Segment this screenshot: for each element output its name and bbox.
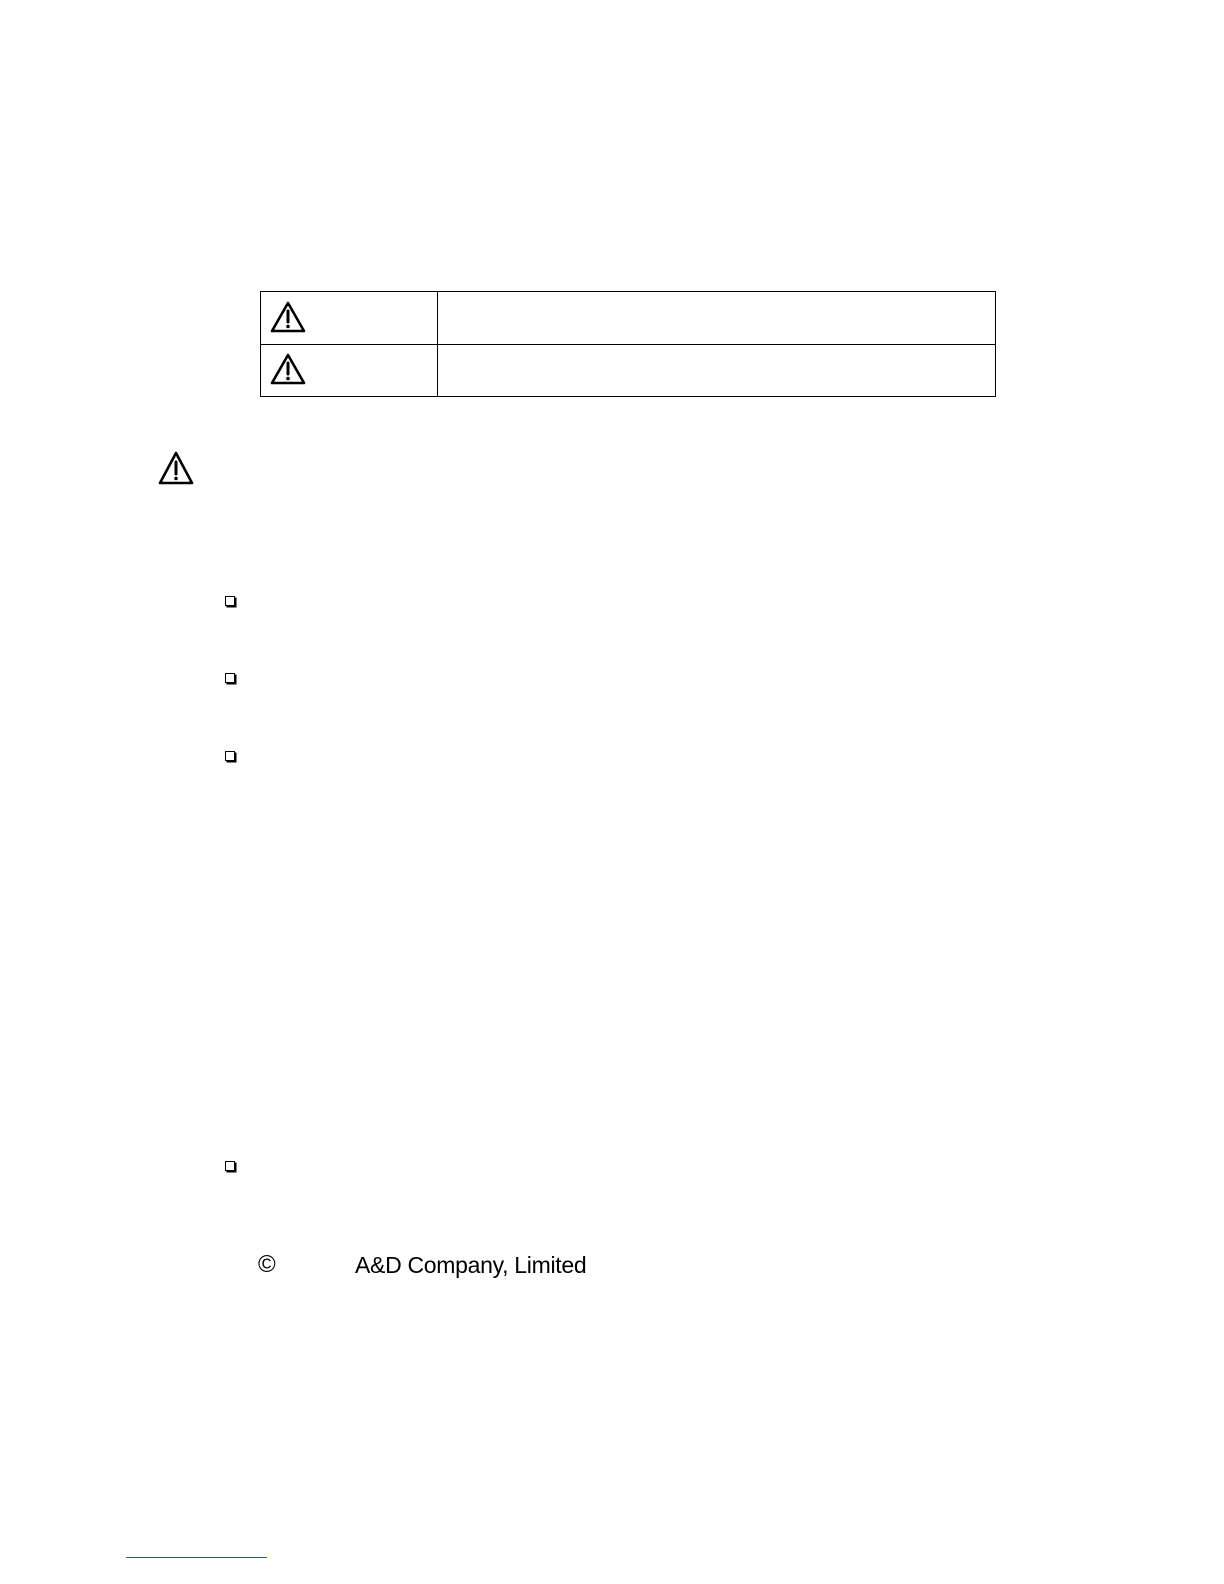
footer-rule — [126, 1557, 267, 1558]
checkbox-bullet-icon — [225, 673, 235, 683]
company-name: A&D Company, Limited — [355, 1252, 587, 1278]
warning-triangle-icon — [269, 352, 307, 386]
checkbox-bullet-icon — [225, 751, 235, 761]
table-column-divider — [437, 292, 438, 344]
checkbox-bullet-icon — [225, 596, 235, 606]
copyright-symbol: © — [258, 1251, 276, 1278]
checkbox-bullet-icon — [225, 1161, 235, 1171]
hazard-row-caution — [261, 344, 995, 396]
hazard-definitions-table — [260, 291, 996, 397]
hazard-row-warning — [261, 292, 995, 345]
warning-triangle-icon — [269, 300, 307, 334]
warning-triangle-icon — [157, 450, 195, 486]
table-column-divider — [437, 344, 438, 396]
